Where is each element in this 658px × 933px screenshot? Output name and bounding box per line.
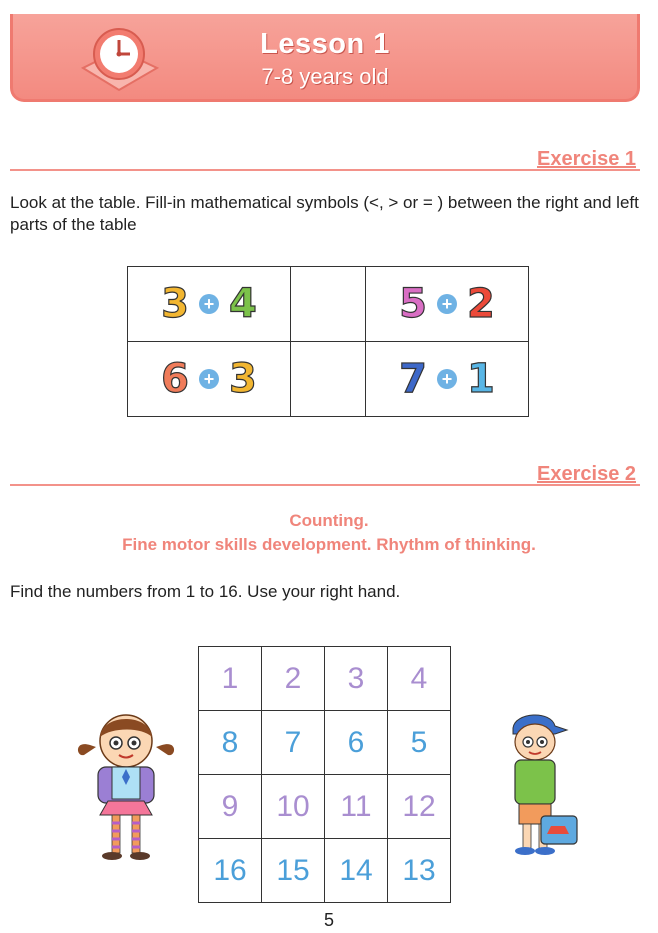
grid-row <box>199 711 451 775</box>
symbol-answer-cell[interactable] <box>291 267 366 342</box>
digit: 6 <box>161 356 189 402</box>
number-grid <box>198 646 451 903</box>
grid-cell[interactable]: 1 <box>199 647 262 711</box>
comparison-row <box>128 267 529 342</box>
grid-cell[interactable]: 16 <box>199 839 262 903</box>
exercise-2-skills: Fine motor skills development. Rhythm of thinking. <box>122 535 536 554</box>
comparison-table <box>127 266 529 417</box>
grid-cell[interactable]: 4 <box>388 647 451 711</box>
grid-cell[interactable]: 10 <box>262 775 325 839</box>
plus-icon: + <box>437 294 457 314</box>
plus-icon: + <box>199 294 219 314</box>
grid-row <box>199 647 451 711</box>
boy-illustration <box>495 708 585 858</box>
page-number: 5 <box>323 910 334 930</box>
lesson-age-range: 7-8 years old <box>261 64 389 89</box>
right-expression <box>366 342 529 417</box>
grid-row <box>199 839 451 903</box>
digit: 5 <box>399 281 427 327</box>
lesson-title: Lesson 1 <box>260 28 390 60</box>
grid-cell[interactable]: 11 <box>325 775 388 839</box>
plus-icon: + <box>199 369 219 389</box>
left-expression <box>128 267 291 342</box>
grid-cell[interactable]: 9 <box>199 775 262 839</box>
right-expression <box>366 267 529 342</box>
grid-cell[interactable]: 12 <box>388 775 451 839</box>
digit: 3 <box>229 356 257 402</box>
digit: 7 <box>399 356 427 402</box>
exercise-1-instruction: Look at the table. Fill-in mathematical symbols (<, > or = ) between the right and left parts of the table <box>10 193 639 234</box>
grid-cell[interactable]: 5 <box>388 711 451 775</box>
grid-cell[interactable]: 6 <box>325 711 388 775</box>
grid-cell[interactable]: 15 <box>262 839 325 903</box>
left-expression <box>128 342 291 417</box>
digit: 2 <box>467 281 495 327</box>
grid-cell[interactable]: 2 <box>262 647 325 711</box>
lesson-banner <box>10 14 640 102</box>
exercise-2-label: Exercise 2 <box>537 463 636 485</box>
grid-row <box>199 775 451 839</box>
exercise-2-topic: Counting. <box>289 511 369 530</box>
grid-cell[interactable]: 8 <box>199 711 262 775</box>
grid-cell[interactable]: 7 <box>262 711 325 775</box>
exercise-1-label: Exercise 1 <box>537 148 636 170</box>
girl-illustration <box>72 705 182 865</box>
digit: 3 <box>161 281 189 327</box>
grid-cell[interactable]: 13 <box>388 839 451 903</box>
comparison-row <box>128 342 529 417</box>
exercise-2-instruction: Find the numbers from 1 to 16. Use your right hand. <box>10 582 401 601</box>
symbol-answer-cell[interactable] <box>291 342 366 417</box>
digit: 4 <box>229 281 257 327</box>
digit: 1 <box>467 356 495 402</box>
grid-cell[interactable]: 14 <box>325 839 388 903</box>
grid-cell[interactable]: 3 <box>325 647 388 711</box>
plus-icon: + <box>437 369 457 389</box>
